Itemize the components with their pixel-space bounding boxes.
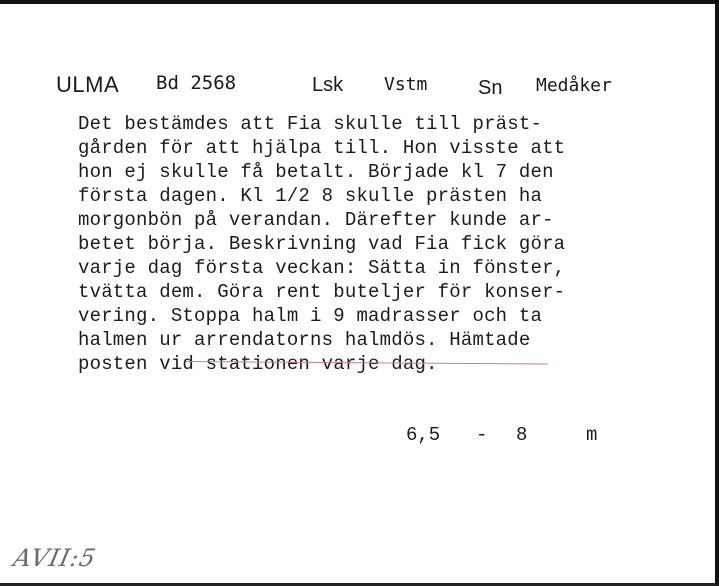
body-line: posten vid stationen varje dag.	[78, 353, 438, 375]
card-header	[56, 72, 676, 102]
body-line: första dagen. Kl 1/2 8 skulle prästen ha	[78, 185, 543, 207]
measurement-dash: -	[476, 424, 488, 446]
measurement-unit: m	[586, 424, 598, 446]
card-body	[78, 112, 688, 376]
handwritten-annotation: AVII:5	[11, 544, 99, 572]
body-line: tvätta dem. Göra rent buteljer för konser-	[78, 281, 566, 303]
body-line: hon ej skulle få betalt. Började kl 7 den	[78, 161, 554, 183]
body-line: halmen ur arrendatorns halmdös. Hämtade	[78, 329, 531, 351]
body-line: Det bestämdes att Fia skulle till präst-	[78, 113, 543, 135]
measurement-value: 6,5	[406, 424, 441, 446]
measurement-upper: 8	[516, 424, 528, 446]
body-line: betet börja. Beskrivning vad Fia fick göra	[78, 233, 566, 255]
parish-label: Sn	[478, 77, 503, 99]
county-code: Vstm	[384, 74, 428, 95]
body-line: gården för att hjälpa till. Hon visste att	[78, 137, 566, 159]
body-line: morgonbön på verandan. Därefter kunde ar-	[78, 209, 554, 231]
body-line: vering. Stoppa halm i 9 madrasser och ta	[78, 305, 543, 327]
body-line: varje dag första veckan: Sätta in fönster,	[78, 257, 566, 279]
archive-code: ULMA	[56, 72, 120, 97]
parish-name: Medåker	[536, 75, 612, 96]
record-number: Bd 2568	[156, 72, 237, 94]
province-code: Lsk	[312, 74, 344, 96]
